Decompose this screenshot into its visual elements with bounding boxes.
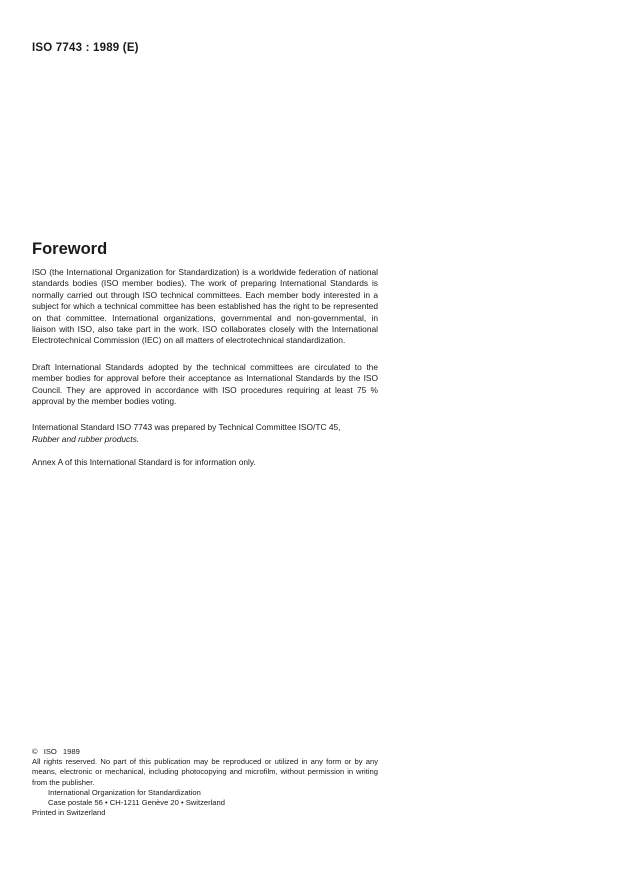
foreword-body <box>32 267 378 484</box>
copyright-line: © ISO 1989 <box>32 747 80 756</box>
foreword-paragraph-2: Draft International Standards adopted by the technical committees are circulated to the member bodies for approval before their acceptance as International Standards by the ISO Council. They are approved in accordance with ISO procedures requiring at least 75 % approval by the member bodies voting. <box>32 361 378 407</box>
organization-address: Case postale 56 • CH-1211 Genève 20 • Switzerland <box>48 798 225 808</box>
foreword-title: Foreword <box>32 240 108 258</box>
rights-statement: All rights reserved. No part of this publication may be reproduced or utilized in any form or by any means, electronic or mechanical, including photocopying and microfilm, without permission in writing from the publisher. <box>32 757 378 787</box>
document-id-header: ISO 7743 : 1989 (E) <box>32 42 139 54</box>
foreword-paragraph-1: ISO (the International Organization for Standardization) is a worldwide federation of national standards bodies (ISO member bodies). The work of preparing International Standards is normally carried out through ISO technical committees. Each member body interested in a subject for which a technical committee has been established has the right to be represented on that committee. International organizations, governmental and non-governmental, in liaison with ISO, also take part in the work. ISO collaborates closely with the International Electrotechnical Commission (IEC) on all matters of electrotechnical standardization. <box>32 267 378 346</box>
committee-statement: International Standard ISO 7743 was prepared by Technical Committee ISO/TC 45, <box>32 422 341 433</box>
foreword-paragraph-4: Annex A of this International Standard is for information only. <box>32 457 256 468</box>
copyright-footer <box>32 747 378 818</box>
foreword-paragraph-3 <box>32 422 378 445</box>
printed-in: Printed in Switzerland <box>32 808 106 818</box>
committee-title: Rubber and rubber products. <box>32 433 140 444</box>
organization-name: International Organization for Standardization <box>48 787 201 797</box>
